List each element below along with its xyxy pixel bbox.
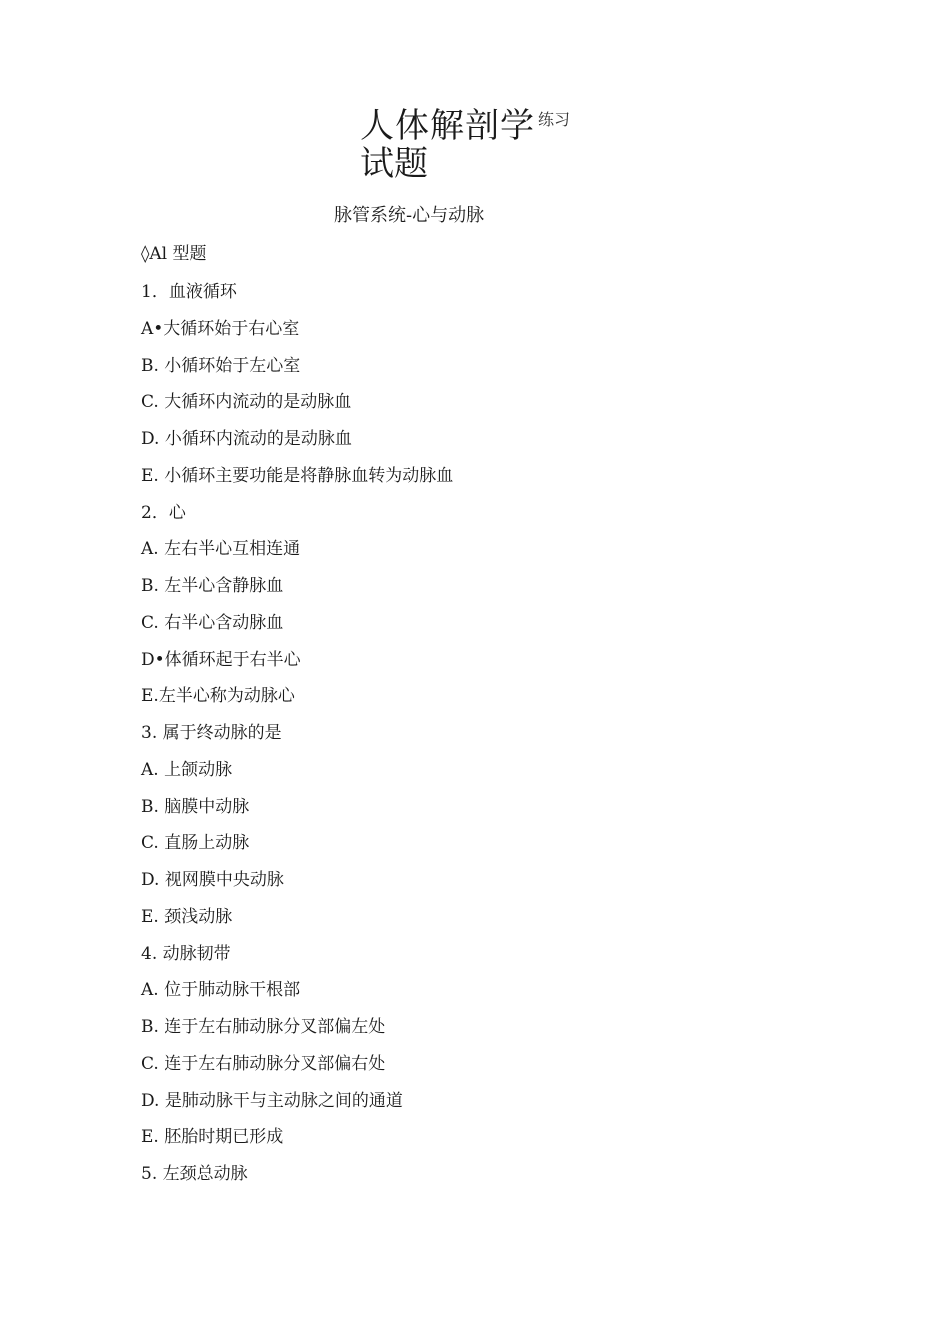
question-line: C. 连于左右肺动脉分叉部偏右处 xyxy=(141,1053,386,1074)
document-title: 人体解剖学 xyxy=(360,106,535,146)
question-line: D. 视网膜中央动脉 xyxy=(141,870,284,890)
question-line: 3. 属于终动脉的是 xyxy=(141,723,282,743)
question-line: C. 直肠上动脉 xyxy=(141,833,250,854)
question-line: E. 颈浅动脉 xyxy=(141,906,233,927)
question-line: B. 左半心含静脉血 xyxy=(141,576,284,596)
document-title-second-line: 试题 xyxy=(360,144,428,184)
question-line: D•体循环起于右半心 xyxy=(141,649,301,670)
question-line: E.左半心称为动脉心 xyxy=(141,686,295,707)
question-line: D. 小循环内流动的是动脉血 xyxy=(141,429,352,449)
question-line: B. 小循环始于左心室 xyxy=(141,355,301,376)
question-line: D. 是肺动脉干与主动脉之间的通道 xyxy=(141,1090,403,1111)
question-line: B. 连于左右肺动脉分叉部偏左处 xyxy=(141,1017,386,1037)
section-label: ◊Al 型题 xyxy=(141,244,207,264)
question-line: B. 脑膜中动脉 xyxy=(141,796,250,817)
question-line: 2．心 xyxy=(141,502,186,523)
question-line: A. 上颌动脉 xyxy=(141,759,233,780)
question-line: A. 位于肺动脉干根部 xyxy=(141,980,301,1001)
question-line: 1．血液循环 xyxy=(141,282,237,302)
question-line: C. 右半心含动脉血 xyxy=(141,612,284,633)
question-list xyxy=(141,279,453,1198)
question-line: A•大循环始于右心室 xyxy=(141,318,300,339)
question-line: C. 大循环内流动的是动脉血 xyxy=(141,392,352,413)
document-subtitle: 脉管系统-心与动脉 xyxy=(334,205,485,226)
question-line: A. 左右半心互相连通 xyxy=(141,539,301,560)
title-note: 练习 xyxy=(538,110,571,129)
question-line: E. 小循环主要功能是将静脉血转为动脉血 xyxy=(141,465,454,486)
question-line: E. 胚胎时期已形成 xyxy=(141,1127,284,1148)
question-line: 4. 动脉韧带 xyxy=(141,943,231,964)
question-line: 5. 左颈总动脉 xyxy=(141,1164,248,1184)
